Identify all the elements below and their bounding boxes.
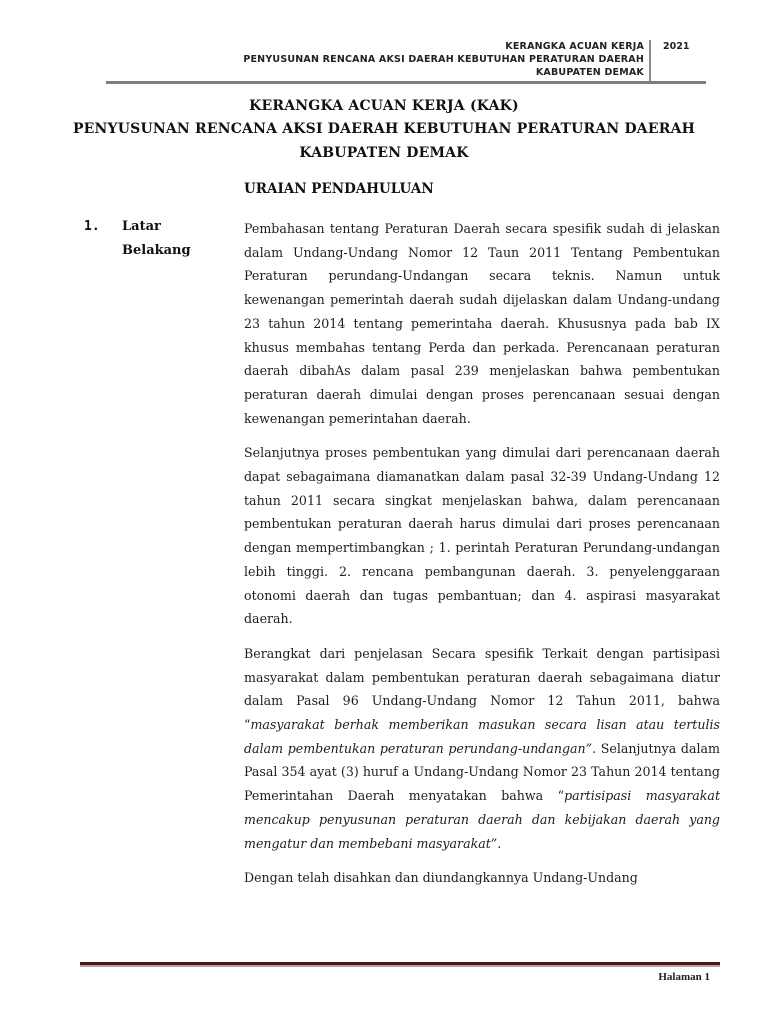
paragraph-3-text-b: . Selanjutnya dalam Pasal 354 ayat (3) huruf a Undang-Undang Nomor 23 Tahun 2014 tentang Pemerintahan Daerah menyatakan bahwa “	[244, 740, 720, 804]
page-header	[106, 0, 706, 82]
paragraph-3-text-c: .	[497, 835, 502, 851]
footer-rule-light	[80, 965, 720, 967]
header-vertical-divider	[649, 40, 651, 82]
paragraph-1: Pembahasan tentang Peraturan Daerah secara spesifik sudah di jelaskan dalam Undang-Undang Nomor 12 Taun 2011 Tentang Pembentukan Peraturan perundang-Undangan secara teknis. Namun untuk kewenangan pemerintah daerah sudah dijelaskan dalam Undang-undang 23 tahun 2014 tentang pemerintaha daerah. Khususnya pada bab IX khusus membahas tentang Perda dan perkada. Perencanaan peraturan daerah dibahAs dalam pasal 239 menjelaskan bahwa pembentukan peraturan daerah dimulai dengan proses perencanaan sesuai dengan kewenangan pemerintahan daerah.	[244, 221, 720, 426]
header-line-2: PENYUSUNAN RENCANA AKSI DAERAH KEBUTUHAN PERATURAN DAERAH	[243, 54, 644, 65]
header-year: 2021	[663, 41, 690, 52]
header-rule	[106, 81, 706, 84]
paragraph-3-quote-1: masyarakat berhak memberikan masukan secara lisan atau tertulis dalam pembentukan peraturan perundang-undangan”	[244, 717, 720, 756]
header-line-1: KERANGKA ACUAN KERJA	[505, 41, 644, 52]
document-subtitle-region: KABUPATEN DEMAK	[299, 145, 469, 161]
item-label	[122, 215, 191, 263]
document-subtitle: PENYUSUNAN RENCANA AKSI DAERAH KEBUTUHAN PERATURAN DAERAH	[72, 121, 696, 137]
page-number: Halaman 1	[658, 971, 710, 983]
paragraph-3-text-a: Berangkat dari penjelasan Secara spesifik Terkait dengan partisipasi masyarakat dalam pembentukan peraturan daerah sebagaimana diatur dalam Pasal 96 Undang-Undang Nomor 12 Tahun 2011, bahwa “	[244, 645, 720, 733]
item-label-line-2: Belakang	[122, 243, 191, 258]
paragraph-3-quote-2: partisipasi masyarakat mencakup penyusunan peraturan daerah dan kebijakan daerah yang mengatur dan membebani masyarakat”	[244, 788, 721, 851]
body-column	[244, 217, 720, 901]
section-heading: URAIAN PENDAHULUAN	[244, 181, 434, 197]
item-number: 1.	[84, 219, 100, 234]
paragraph-3	[244, 642, 720, 855]
header-title-block	[243, 40, 644, 79]
document-title: KERANGKA ACUAN KERJA (KAK)	[249, 98, 519, 114]
paragraph-2: Selanjutnya proses pembentukan yang dimulai dari perencanaan daerah dapat sebagaimana diamanatkan dalam pasal 32-39 Undang-Undang 12 tahun 2011 secara singkat menjelaskan bahwa, dalam perencanaan pembentukan peraturan daerah harus dimulai dari proses perencanaan dengan mempertimbangkan ; 1. perintah Peraturan Perundang-undangan lebih tinggi. 2. rencana pembangunan daerah. 3. penyelenggaraan otonomi daerah dan tugas pembantuan; dan 4. aspirasi masyarakat daerah.	[244, 445, 720, 627]
item-label-line-1: Latar	[122, 219, 161, 234]
paragraph-4: Dengan telah disahkan dan diundangkannya Undang-Undang	[244, 870, 638, 886]
header-line-3: KABUPATEN DEMAK	[535, 67, 644, 78]
